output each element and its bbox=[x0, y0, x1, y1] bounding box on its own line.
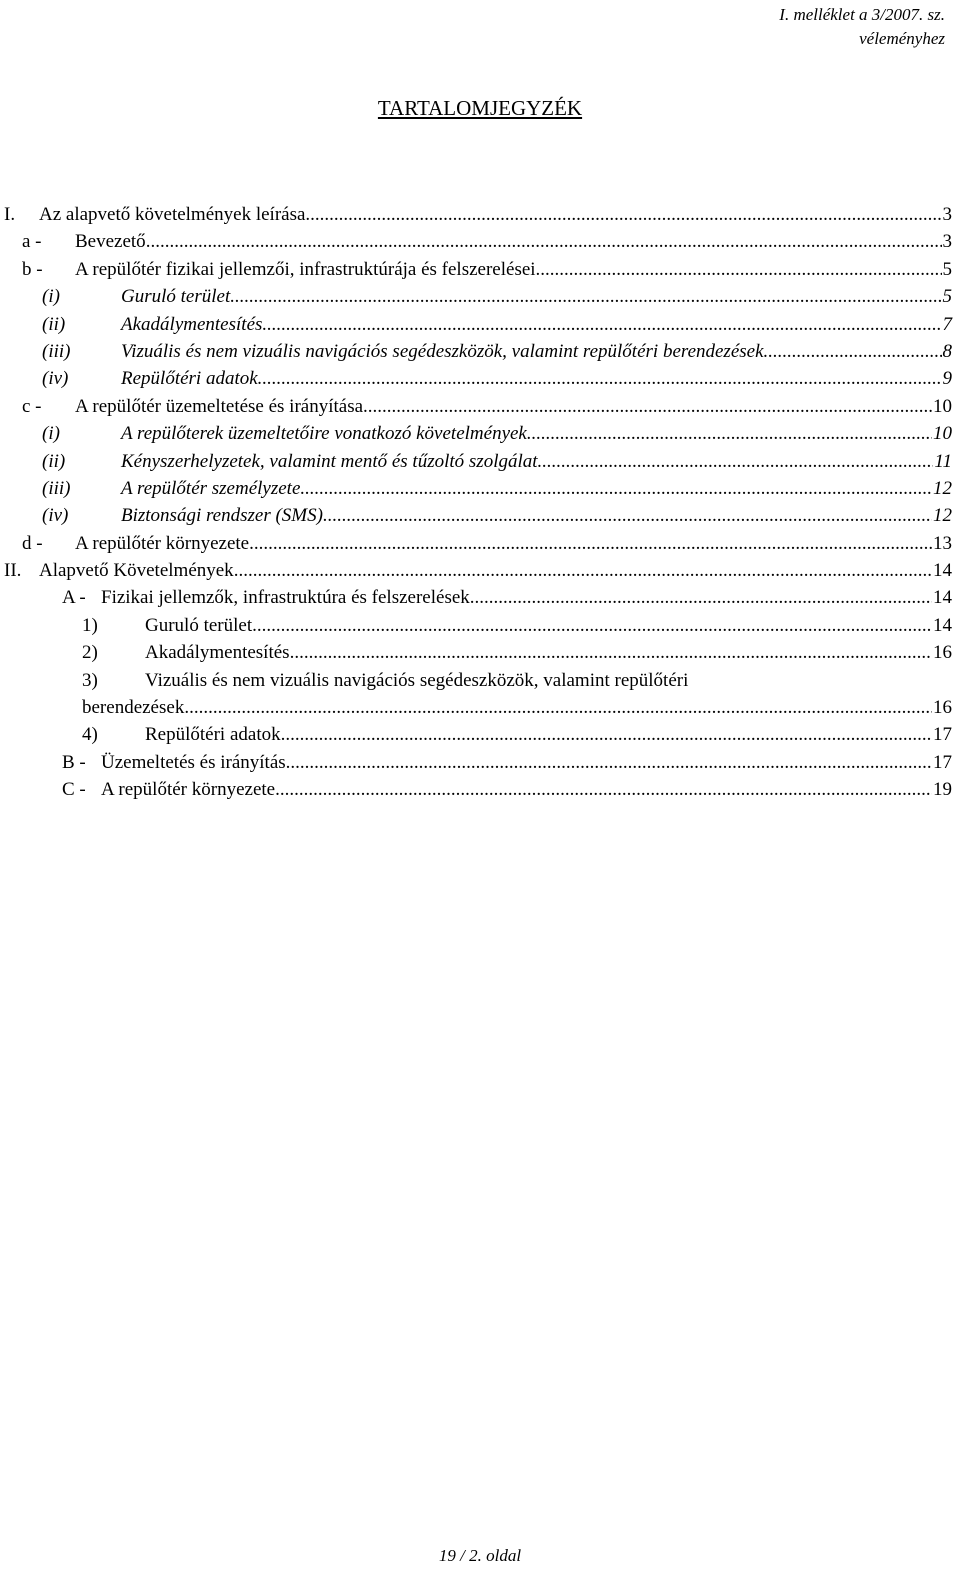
toc-entry-number: (iv) bbox=[42, 505, 69, 527]
toc-leader-dots bbox=[249, 530, 932, 557]
toc-entry-number: C - bbox=[62, 779, 86, 801]
toc-entry-title: A repülőtér személyzete bbox=[121, 477, 301, 499]
toc-entry-page: 7 bbox=[942, 313, 952, 335]
toc-entry-page: 14 bbox=[933, 560, 952, 582]
toc-entry-number: 4) bbox=[82, 724, 98, 746]
toc-entry-number: 2) bbox=[82, 642, 98, 664]
toc-leader-dots bbox=[290, 639, 932, 666]
toc-entry-page: 16 bbox=[933, 642, 952, 664]
toc-leader-dots bbox=[470, 584, 932, 611]
toc-entry-page: 9 bbox=[942, 368, 952, 390]
toc-entry-title: Repülőtéri adatok bbox=[145, 724, 281, 746]
toc-entry[interactable] bbox=[0, 201, 960, 228]
toc-entry-title: berendezések bbox=[82, 697, 185, 719]
toc-leader-dots bbox=[146, 228, 942, 255]
toc-entry[interactable] bbox=[0, 338, 960, 365]
toc-leader-dots bbox=[184, 694, 932, 721]
toc-entry-number: b - bbox=[22, 258, 43, 280]
toc-entry[interactable] bbox=[0, 530, 960, 557]
toc-entry-page: 5 bbox=[942, 258, 952, 280]
toc-leader-dots bbox=[262, 311, 941, 338]
toc-entry-number: 3) bbox=[82, 669, 98, 691]
toc-entry-title: Bevezető bbox=[75, 231, 146, 253]
toc-entry-page: 17 bbox=[933, 724, 952, 746]
toc-entry-number: I. bbox=[4, 204, 16, 225]
toc-entry-number: 1) bbox=[82, 614, 98, 636]
toc-entry[interactable] bbox=[0, 283, 960, 310]
toc-entry[interactable] bbox=[0, 475, 960, 502]
toc-entry-page: 3 bbox=[942, 231, 952, 253]
table-of-contents bbox=[0, 201, 960, 804]
toc-entry-number: a - bbox=[22, 231, 42, 253]
toc-entry-title: Fizikai jellemzők, infrastruktúra és felszerelések bbox=[101, 587, 470, 609]
toc-entry-title-line1: Vizuális és nem vizuális navigációs segédeszközök, valamint repülőtéri bbox=[145, 669, 689, 691]
toc-entry-title: Kényszerhelyzetek, valamint mentő és tűzoltó szolgálat bbox=[121, 450, 538, 472]
toc-entry-title: A repülőterek üzemeltetőire vonatkozó követelmények bbox=[121, 423, 527, 445]
toc-entry-title: Guruló terület bbox=[121, 286, 231, 308]
toc-entry-title: Biztonsági rendszer (SMS) bbox=[121, 505, 323, 527]
toc-entry-number: (iv) bbox=[42, 368, 69, 390]
toc-entry-number: c - bbox=[22, 395, 42, 417]
toc-entry-page: 17 bbox=[933, 751, 952, 773]
toc-entry[interactable] bbox=[0, 639, 960, 666]
toc-entry-title: Vizuális és nem vizuális navigációs segédeszközök, valamint repülőtéri berendezések bbox=[121, 340, 764, 362]
toc-leader-dots bbox=[536, 256, 942, 283]
page-number-footer: 19 / 2. oldal bbox=[438, 1546, 522, 1565]
toc-entry[interactable] bbox=[0, 420, 960, 447]
toc-entry-title: A repülőtér környezete bbox=[101, 779, 276, 801]
toc-leader-dots bbox=[286, 749, 932, 776]
toc-entry-page: 19 bbox=[933, 779, 952, 801]
toc-entry-number: II. bbox=[4, 560, 22, 582]
toc-entry-number: (iii) bbox=[42, 477, 71, 499]
toc-entry-page: 14 bbox=[933, 614, 952, 636]
toc-leader-dots bbox=[275, 776, 932, 803]
toc-entry[interactable] bbox=[0, 228, 960, 255]
toc-entry-page: 12 bbox=[933, 505, 952, 527]
toc-leader-dots bbox=[363, 393, 932, 420]
toc-leader-dots bbox=[252, 612, 932, 639]
toc-entry[interactable] bbox=[0, 776, 960, 803]
toc-entry-page: 10 bbox=[933, 423, 952, 445]
toc-entry-page: 14 bbox=[933, 587, 952, 609]
toc-leader-dots bbox=[300, 475, 932, 502]
toc-entry-number: B - bbox=[62, 751, 86, 773]
toc-entry-title: A repülőtér üzemeltetése és irányítása bbox=[75, 395, 364, 417]
toc-entry-page: 5 bbox=[942, 286, 952, 308]
header-line-2: véleményhez bbox=[859, 29, 945, 48]
toc-entry[interactable] bbox=[0, 721, 960, 748]
toc-entry-page: 13 bbox=[933, 532, 952, 554]
toc-entry-page: 8 bbox=[942, 340, 952, 362]
toc-entry-title: Üzemeltetés és irányítás bbox=[101, 751, 286, 773]
toc-leader-dots bbox=[258, 365, 942, 392]
toc-leader-dots bbox=[527, 420, 932, 447]
toc-leader-dots bbox=[764, 338, 942, 365]
toc-entry-title: Akadálymentesítés bbox=[145, 642, 290, 664]
toc-entry[interactable] bbox=[0, 557, 960, 584]
toc-entry-title: Akadálymentesítés bbox=[121, 313, 263, 335]
toc-entry-title: Az alapvető követelmények leírása bbox=[39, 204, 306, 225]
toc-entry-title: Repülőtéri adatok bbox=[121, 368, 258, 390]
toc-entry-number: (i) bbox=[42, 286, 60, 308]
toc-entry[interactable] bbox=[0, 502, 960, 529]
toc-entry-page: 3 bbox=[942, 204, 952, 225]
toc-leader-dots bbox=[281, 721, 932, 748]
toc-entry[interactable] bbox=[0, 667, 960, 722]
toc-entry[interactable] bbox=[0, 311, 960, 338]
toc-leader-dots bbox=[234, 557, 932, 584]
toc-entry-title: Guruló terület bbox=[145, 614, 253, 636]
toc-leader-dots bbox=[323, 502, 932, 529]
toc-entry[interactable] bbox=[0, 365, 960, 392]
toc-entry[interactable] bbox=[0, 612, 960, 639]
header-note bbox=[779, 3, 945, 51]
toc-entry-title: Alapvető Követelmények bbox=[39, 560, 234, 582]
toc-entry-number: (i) bbox=[42, 423, 60, 445]
toc-entry-page: 11 bbox=[934, 450, 952, 472]
toc-entry[interactable] bbox=[0, 749, 960, 776]
toc-title: TARTALOMJEGYZÉK bbox=[377, 96, 583, 120]
toc-entry-page: 12 bbox=[933, 477, 952, 499]
toc-entry-title: A repülőtér környezete bbox=[75, 532, 250, 554]
toc-entry-number: (ii) bbox=[42, 450, 66, 472]
toc-leader-dots bbox=[230, 283, 941, 310]
toc-entry[interactable] bbox=[0, 584, 960, 611]
toc-entry-number: (ii) bbox=[42, 313, 66, 335]
header-line-1: I. melléklet a 3/2007. sz. bbox=[779, 5, 945, 24]
toc-entry[interactable] bbox=[0, 393, 960, 420]
toc-leader-dots bbox=[305, 201, 941, 228]
toc-entry[interactable] bbox=[0, 448, 960, 475]
toc-leader-dots bbox=[538, 448, 934, 475]
toc-entry-number: (iii) bbox=[42, 340, 71, 362]
toc-entry-page: 16 bbox=[933, 697, 952, 719]
toc-entry-number: d - bbox=[22, 532, 43, 554]
toc-entry[interactable] bbox=[0, 256, 960, 283]
toc-entry-title: A repülőtér fizikai jellemzői, infrastruktúrája és felszerelései bbox=[75, 258, 536, 280]
toc-entry-page: 10 bbox=[933, 395, 952, 417]
toc-entry-number: A - bbox=[62, 587, 86, 609]
